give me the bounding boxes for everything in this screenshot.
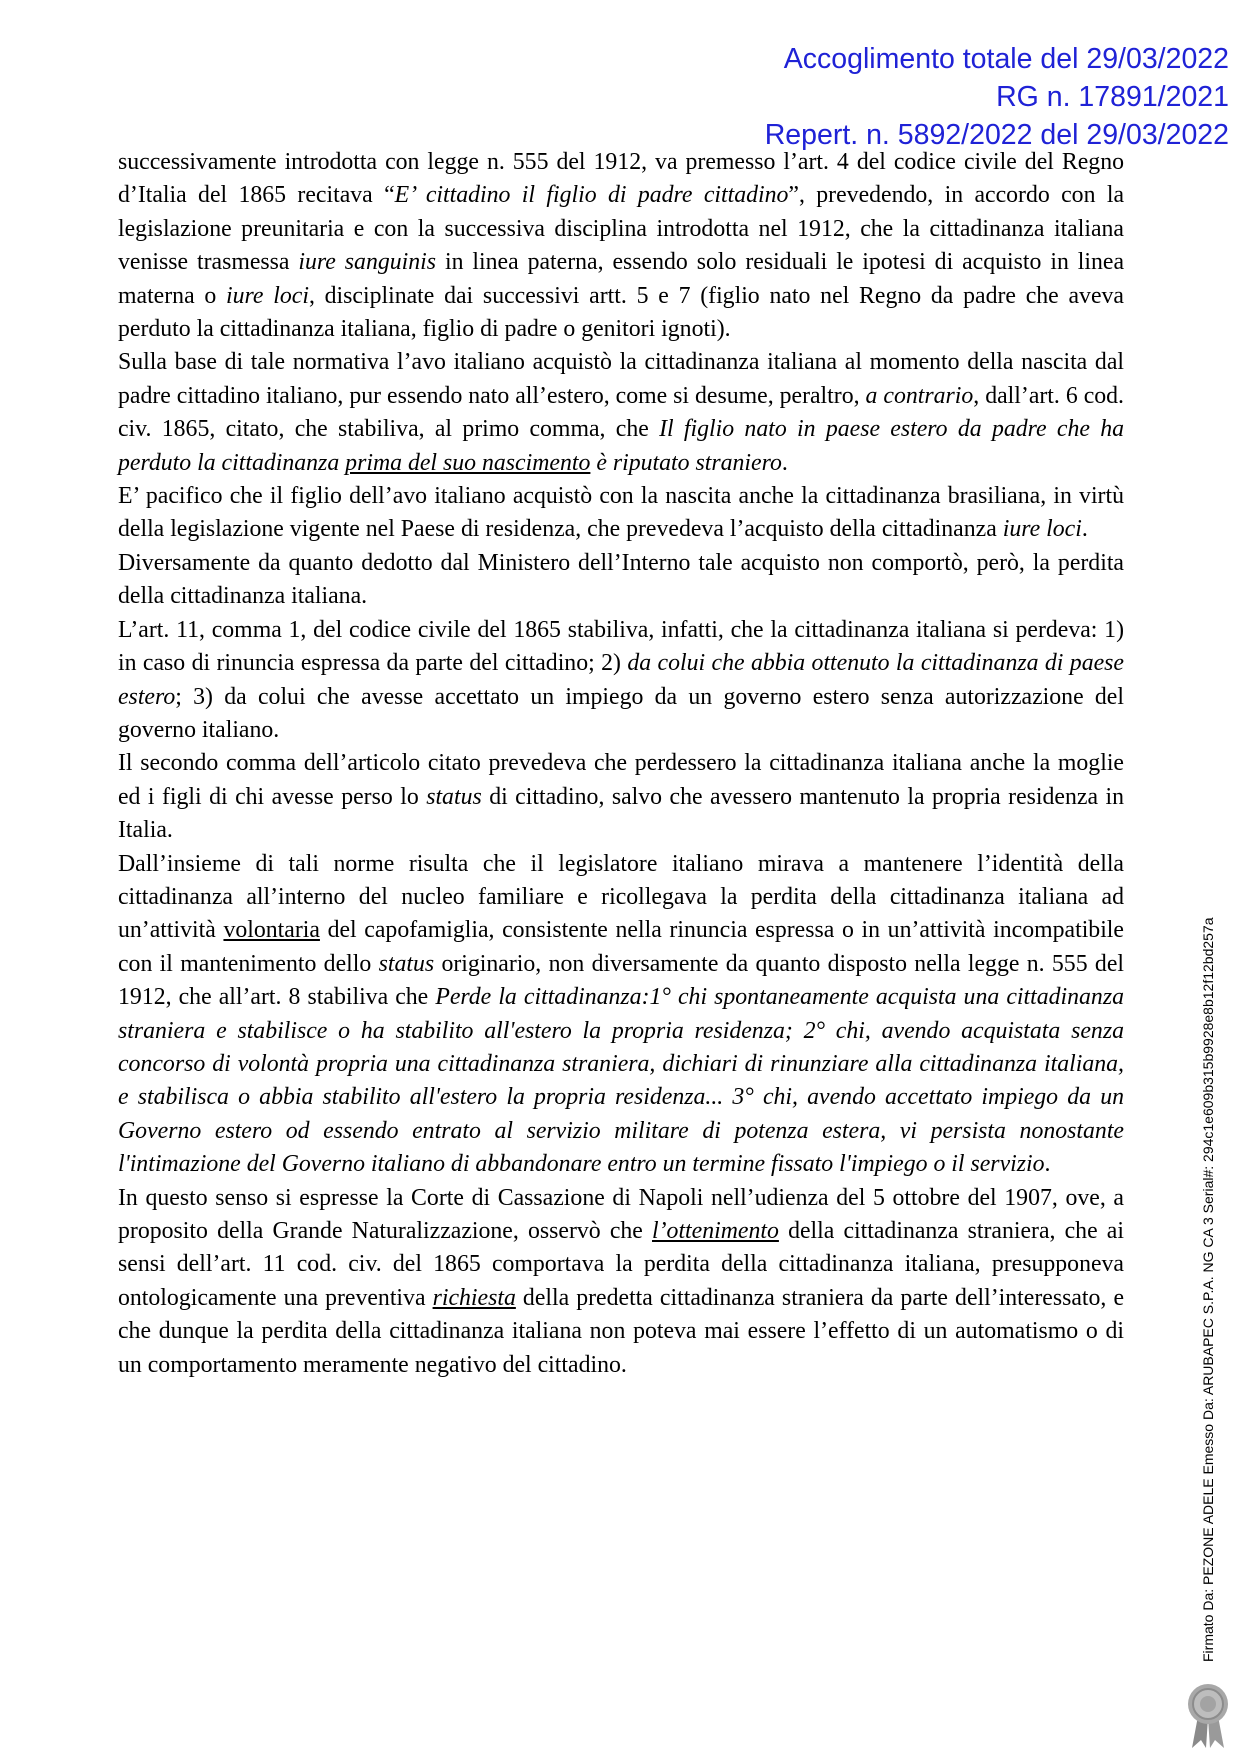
text-run: Dall’insieme di tali norme risulta che il legislatore italiano mirava a mantenere l’identità della cittadinanza all’interno del nucleo familiare e ricollegava la perdita della cittadinanza italiana ad un’attività — [118, 850, 1124, 944]
text-run: In questo senso si espresse la Corte di Cassazione di Napoli nell’udienza del 5 ottobre del 1907, ove, a proposito della Grande Naturalizzazione, osservò che — [118, 1184, 1124, 1244]
text-run: successivamente introdotta con legge n. 555 del 1912, va premesso l’art. 4 del codice civile del Regno d’Italia del 1865 recitava “ — [118, 149, 1124, 209]
text-run: , dall’art. 6 cod. civ. 1865, citato, che stabiliva, al primo comma, che — [118, 382, 1124, 443]
text-run: Il secondo comma dell’articolo citato prevedeva che perdessero la cittadinanza italiana anche la moglie ed i figli di chi avesse perso lo — [118, 750, 1124, 810]
underlined-italic-term: richiesta — [432, 1284, 516, 1311]
seal-icon — [1184, 1682, 1232, 1750]
italic-term: a contrario — [865, 382, 974, 409]
italic-quote: da colui che abbia ottenuto la cittadinanza di paese estero — [118, 650, 1124, 710]
text-run: , disciplinate dai successivi artt. 5 e 7 (figlio nato nel Regno da padre che aveva perduto la cittadinanza italiana, figlio di padre o genitori ignoti). — [118, 282, 1124, 343]
text-run: del capofamiglia, consistente nella rinuncia espressa o in un’attività incompatibile con il mantenimento dello — [118, 917, 1124, 977]
paragraph-7 — [118, 848, 1124, 1182]
italic-term: iure loci — [226, 282, 309, 309]
paragraph-8 — [118, 1182, 1124, 1382]
italic-quote: E’ cittadino il figlio di padre cittadino — [394, 182, 789, 209]
underlined-italic-term: l’ottenimento — [652, 1218, 779, 1244]
italic-term: iure loci — [1002, 516, 1082, 543]
text-run: in linea paterna, essendo solo residuali le ipotesi di acquisto in linea materna o — [118, 249, 1125, 309]
registry-stamp — [765, 40, 1229, 154]
paragraph-6 — [118, 747, 1124, 847]
italic-term: status — [426, 783, 482, 810]
text-run: . — [1044, 1151, 1051, 1178]
text-run: Diversamente da quanto dedotto dal Ministero dell’Interno tale acquisto non comportò, però, la perdita della cittadinanza italiana. — [118, 549, 1124, 610]
text-run: originario, non diversamente da quanto disposto nella legge n. 555 del 1912, che all’art. 8 stabiliva che — [118, 950, 1124, 1011]
text-run: Sulla base di tale normativa l’avo italiano acquistò la cittadinanza italiana al momento della nascita dal padre cittadino italiano, pur essendo nato all’estero, come si desume, peraltro, — [118, 349, 1124, 409]
digital-signature-note: Firmato Da: PEZONE ADELE Emesso Da: ARUBAPEC S.P.A. NG CA 3 Serial#: 294c1e609b315b9928e8b12f12bd257a — [1200, 917, 1216, 1662]
text-run: della cittadinanza straniera, che ai sensi dell’art. 11 cod. civ. del 1865 comportava la perdita della cittadinanza italiana, presupponeva ontologicamente una preventiva — [118, 1218, 1124, 1311]
paragraph-3 — [118, 480, 1124, 547]
paragraph-2 — [118, 346, 1124, 480]
text-run: della predetta cittadinanza straniera da parte dell’interessato, e che dunque la perdita della cittadinanza italiana non poteva mai essere l’effetto di un automatismo o di un comportamento meramente negativo del cittadino. — [118, 1284, 1125, 1378]
underlined-term: volontaria — [223, 917, 320, 944]
italic-quote: Perde la cittadinanza:1° chi spontaneamente acquista una cittadinanza straniera e stabilisce o ha stabilito all'estero la propria residenza; 2° chi, avendo acquistata senza concorso di volontà propria una cittadinanza straniera, dichiari di rinunziare alla cittadinanza italiana, e stabilisca o abbia stabilito all'estero la propria residenza... 3° chi, avendo accettato impiego da un Governo estero od essendo entrato al servizio militare di potenza estera, vi persista nonostante l'intimazione del Governo italiano di abbandonare entro un termine fissato l'impiego o il servizio — [118, 984, 1124, 1178]
paragraph-1 — [118, 146, 1124, 346]
text-run: ; 3) da colui che avesse accettato un impiego da un governo estero senza autorizzazione del governo italiano. — [118, 683, 1124, 743]
stamp-rg-line: RG n. 17891/2021 — [996, 81, 1229, 113]
paragraph-4 — [118, 547, 1124, 614]
italic-term: status — [378, 950, 435, 977]
text-run: L’art. 11, comma 1, del codice civile del 1865 stabiliva, infatti, che la cittadinanza italiana si perdeva: 1) in caso di rinuncia espressa da parte del cittadino; 2) — [118, 616, 1124, 677]
text-run: di cittadino, salvo che avessero mantenuto la propria residenza in Italia. — [118, 783, 1124, 844]
paragraph-5 — [118, 614, 1124, 748]
stamp-repert-line: Repert. n. 5892/2022 del 29/03/2022 — [764, 119, 1229, 151]
italic-quote: è riputato straniero — [590, 449, 782, 476]
italic-term: iure sanguinis — [298, 249, 437, 276]
text-run: E’ pacifico che il figlio dell’avo italiano acquistò con la nascita anche la cittadinanza brasiliana, in virtù della legislazione vigente nel Paese di residenza, che prevedeva l’acquisto della cittadinanza — [118, 483, 1124, 543]
text-run: . — [1081, 516, 1088, 543]
text-run: . — [781, 449, 788, 476]
document-body — [118, 146, 1124, 1382]
text-run: ”, prevedendo, in accordo con la legislazione preunitaria e con la successiva disciplina introdotta nel 1912, che la cittadinanza italiana venisse trasmessa — [118, 182, 1125, 276]
italic-quote: Il figlio nato in paese estero da padre che ha perduto la cittadinanza — [118, 416, 1124, 476]
underlined-italic-phrase: prima del suo nascimento — [345, 449, 591, 476]
stamp-judgment-line: Accoglimento totale del 29/03/2022 — [783, 43, 1229, 75]
